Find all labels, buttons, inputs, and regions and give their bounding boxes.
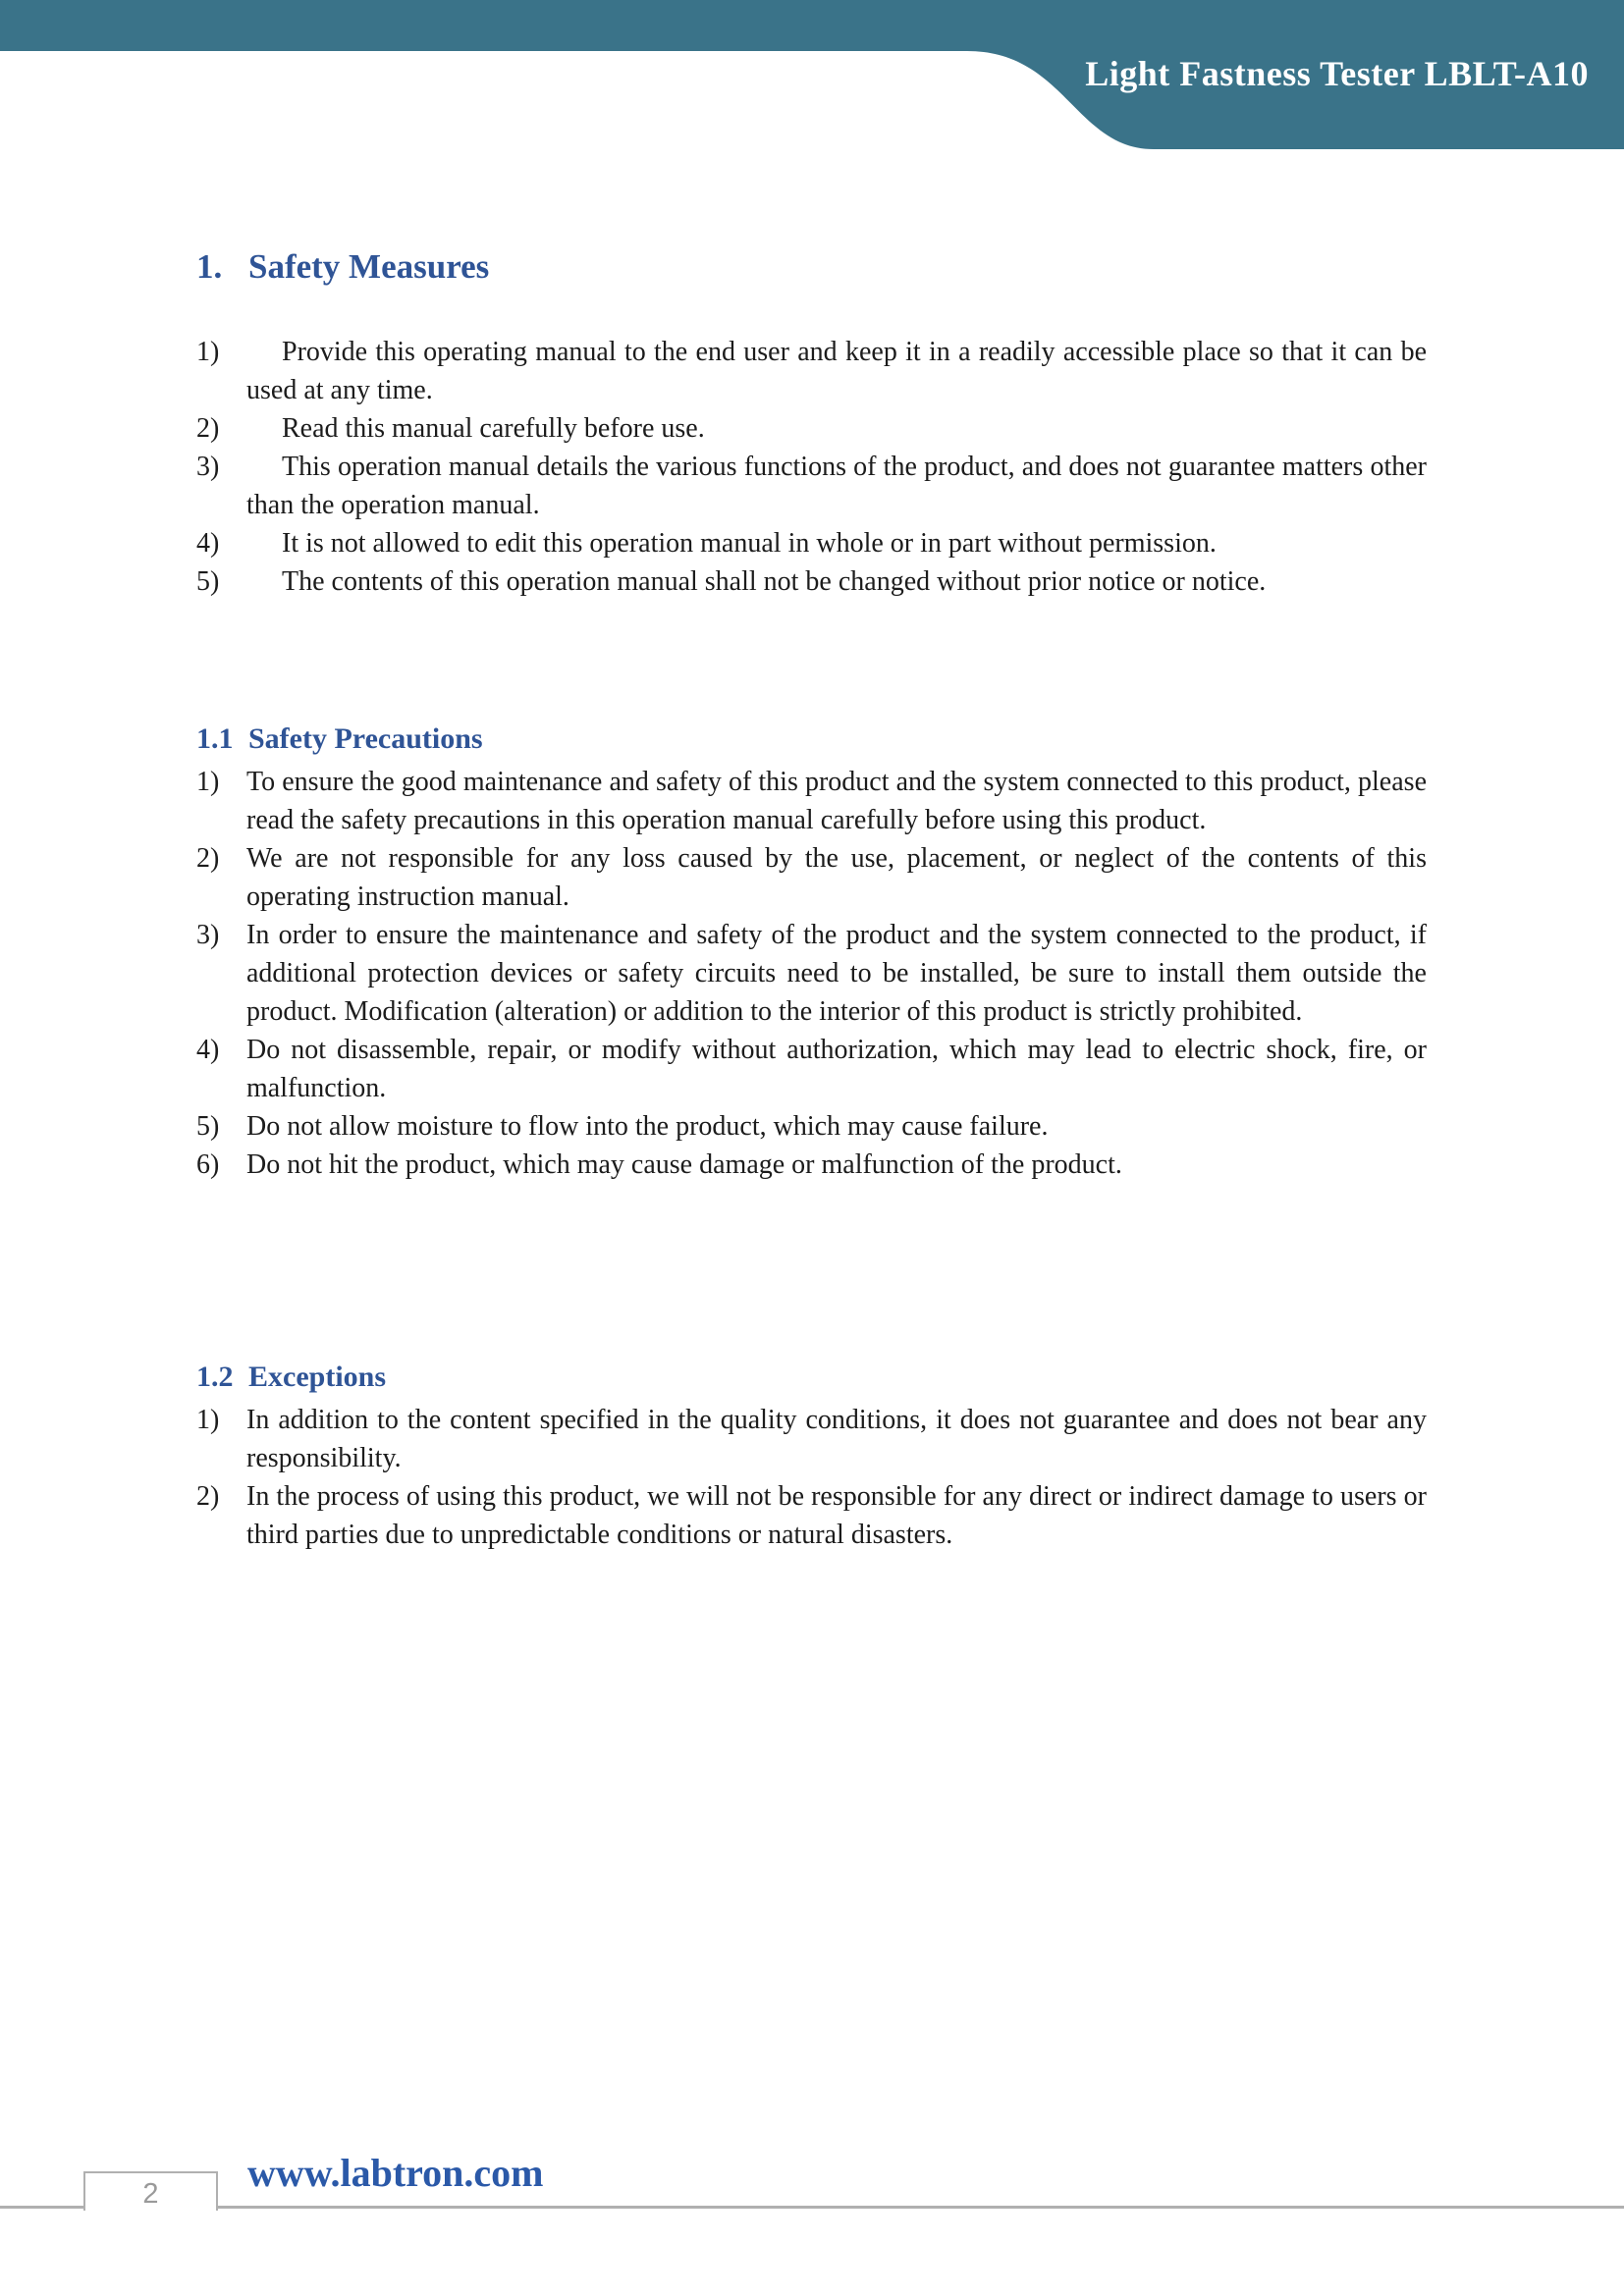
list-item [196, 1107, 1427, 1146]
list-item [196, 333, 1427, 409]
subsection-exceptions [196, 1358, 1427, 1554]
safety-measures-list [196, 333, 1427, 601]
item-number: 1) [196, 1405, 220, 1435]
item-text: This operation manual details the various functions of the product, and does not guarantee matters other than the operation manual. [246, 452, 1427, 520]
item-number: 5) [196, 1111, 220, 1142]
subsection-title: Exceptions [248, 1361, 387, 1393]
item-text: Do not hit the product, which may cause damage or malfunction of the product. [246, 1149, 1122, 1180]
list-item [196, 1401, 1427, 1477]
item-text: To ensure the good maintenance and safety of this product and the system connected to this product, please read the safety precautions in this operation manual carefully before using this product. [246, 767, 1427, 835]
item-text: It is not allowed to edit this operation manual in whole or in part without permission. [282, 528, 1217, 559]
item-text: Do not allow moisture to flow into the product, which may cause failure. [246, 1111, 1049, 1142]
item-number: 3) [196, 452, 220, 482]
subsection-safety-precautions [196, 720, 1427, 1184]
item-number: 1) [196, 767, 220, 797]
item-number: 5) [196, 566, 220, 597]
document-title: Light Fastness Tester LBLT-A10 [1085, 54, 1589, 93]
section-heading [196, 247, 489, 287]
item-text: Read this manual carefully before use. [282, 413, 705, 444]
safety-precautions-list [196, 763, 1427, 1184]
item-number: 2) [196, 413, 220, 444]
exceptions-list [196, 1401, 1427, 1554]
header-banner [0, 0, 1624, 150]
subsection-title: Safety Precautions [248, 722, 483, 755]
item-text: Provide this operating manual to the end user and keep it in a readily accessible place so that it can be used at any time. [246, 337, 1427, 405]
item-text: We are not responsible for any loss caused by the use, placement, or neglect of the contents of this operating instruction manual. [246, 843, 1427, 912]
item-number: 4) [196, 1035, 220, 1065]
footer-divider [0, 2206, 1624, 2209]
website-link[interactable]: www.labtron.com [247, 2151, 544, 2195]
section-title: Safety Measures [248, 247, 490, 286]
subsection-number: 1.2 [196, 1361, 234, 1393]
list-item [196, 1477, 1427, 1554]
item-number: 3) [196, 920, 220, 950]
section-number: 1. [196, 247, 223, 286]
item-number: 4) [196, 528, 220, 559]
list-item [196, 916, 1427, 1031]
list-item [196, 763, 1427, 839]
subsection-heading [196, 720, 1427, 759]
item-text: In addition to the content specified in the quality conditions, it does not guarantee and does not bear any responsibility. [246, 1405, 1427, 1473]
item-number: 6) [196, 1149, 220, 1180]
item-text: In order to ensure the maintenance and safety of the product and the system connected to the product, if additional protection devices or safety circuits need to be installed, be sure to install them outside the product. Modification (alteration) or addition to the interior of this product is strictly prohibited. [246, 920, 1427, 1027]
item-text: Do not disassemble, repair, or modify without authorization, which may lead to electric shock, fire, or malfunction. [246, 1035, 1427, 1103]
list-item [196, 1031, 1427, 1107]
list-item [196, 1146, 1427, 1184]
item-number: 1) [196, 337, 220, 367]
list-item [196, 409, 1427, 448]
subsection-heading [196, 1358, 1427, 1397]
item-text: The contents of this operation manual shall not be changed without prior notice or notice. [282, 566, 1267, 597]
list-item [196, 524, 1427, 562]
list-item [196, 562, 1427, 601]
page-number: 2 [142, 2178, 159, 2210]
subsection-number: 1.1 [196, 722, 234, 755]
item-number: 2) [196, 1481, 220, 1512]
list-item [196, 839, 1427, 916]
list-item [196, 448, 1427, 524]
item-text: In the process of using this product, we will not be responsible for any direct or indirect damage to users or third parties due to unpredictable conditions or natural disasters. [246, 1481, 1427, 1550]
item-number: 2) [196, 843, 220, 874]
page-number-tab [83, 2171, 218, 2211]
